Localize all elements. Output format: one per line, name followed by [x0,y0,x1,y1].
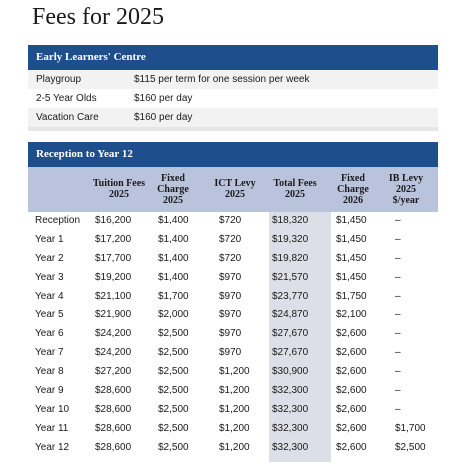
year-cell: Year 12 [35,441,70,453]
early-row-playgroup [28,70,438,89]
fixed-charge-2026-cell: $2,600 [336,328,367,340]
fixed-charge-2026-cell: $1,750 [336,290,367,302]
ib-levy-cell: – [395,347,401,359]
table-row [28,401,438,420]
column-header-fixed-charge-2025: Fixed Charge 2025 [157,173,189,206]
fixed-charge-2026-cell: $1,450 [336,215,367,226]
total-fees-cell: $32,300 [272,422,309,434]
ict-levy-cell: $1,200 [219,403,250,415]
table-divider [28,127,438,131]
early-learners-heading: Early Learners' Centre [28,45,438,70]
fixed-charge-2025-cell: $2,500 [158,422,189,434]
total-fees-cell: $32,300 [272,385,309,397]
ib-levy-cell: – [395,271,401,283]
table-row [28,344,438,363]
ict-levy-cell: $1,200 [219,385,250,397]
ict-levy-cell: $720 [219,252,242,264]
tuition-cell: $24,200 [95,347,132,359]
page-title: Fees for 2025 [32,4,164,30]
ib-levy-cell: – [395,366,401,378]
year-cell: Year 10 [35,403,70,415]
early-row-value: $160 per day [134,112,193,123]
ict-levy-cell: $970 [219,347,242,359]
ib-levy-cell: – [395,309,401,321]
table-row [28,250,438,269]
fixed-charge-2025-cell: $2,500 [158,385,189,397]
early-learners-table [28,70,438,127]
year-cell: Year 6 [35,328,64,340]
ict-levy-cell: $1,200 [219,366,250,378]
total-fees-cell: $27,670 [272,328,309,340]
ict-levy-cell: $720 [219,233,242,245]
year-cell: Year 2 [35,252,64,264]
ict-levy-cell: $1,200 [219,422,250,434]
table-row [28,363,438,382]
year-cell: Year 5 [35,309,64,321]
ict-levy-cell: $970 [219,290,242,302]
table-row [28,306,438,325]
early-row-label: Vacation Care [36,112,99,123]
ib-levy-cell: – [395,252,401,264]
table-row [28,288,438,307]
total-fees-cell: $24,870 [272,309,309,321]
early-row-label: 2-5 Year Olds [36,93,97,104]
reception-table-body [28,212,438,458]
column-header-ib-levy: IB Levy 2025 $/year [388,173,424,206]
ib-levy-cell: – [395,385,401,397]
tuition-cell: $28,600 [95,441,132,453]
fixed-charge-2025-cell: $1,400 [158,233,189,245]
tuition-cell: $24,200 [95,328,132,340]
tuition-cell: $21,100 [95,290,132,302]
ib-levy-cell: $2,500 [395,441,426,453]
table-row [28,269,438,288]
table-row [28,382,438,401]
fixed-charge-2026-cell: $2,600 [336,347,367,359]
fixed-charge-2026-cell: $2,600 [336,366,367,378]
fixed-charge-2025-cell: $1,400 [158,252,189,264]
total-fees-cell: $23,770 [272,290,309,302]
ict-levy-cell: $970 [219,328,242,340]
column-header-tuition: Tuition Fees 2025 [92,178,146,200]
column-header-fixed-charge-2026: Fixed Charge 2026 [337,173,369,206]
fixed-charge-2025-cell: $2,000 [158,309,189,321]
ict-levy-cell: $720 [219,215,242,226]
early-row-vacation-care [28,108,438,127]
year-cell: Year 11 [35,422,69,434]
year-cell: Year 9 [35,385,64,397]
fixed-charge-2025-cell: $2,500 [158,366,189,378]
year-cell: Year 8 [35,366,64,378]
column-header-total-fees: Total Fees 2025 [273,178,317,200]
fixed-charge-2025-cell: $2,500 [158,347,189,359]
fixed-charge-2026-cell: $1,450 [336,271,367,283]
year-cell: Year 4 [35,290,64,302]
tuition-cell: $17,700 [95,252,132,264]
table-row [28,420,438,439]
tuition-cell: $28,600 [95,403,132,415]
fixed-charge-2025-cell: $2,500 [158,441,189,453]
table-row [28,212,438,231]
total-fees-cell: $32,300 [272,441,309,453]
year-cell: Year 1 [35,233,64,245]
total-fees-cell: $19,820 [272,252,309,264]
year-cell: Year 3 [35,271,64,283]
fixed-charge-2026-cell: $2,600 [336,422,367,434]
total-fees-cell: $18,320 [272,215,309,226]
tuition-cell: $19,200 [95,271,132,283]
tuition-cell: $27,200 [95,366,132,378]
fixed-charge-2026-cell: $2,600 [336,441,367,453]
ib-levy-cell: – [395,403,401,415]
tuition-cell: $21,900 [95,309,132,321]
table-row [28,325,438,344]
reception-heading: Reception to Year 12 [28,142,438,167]
total-fees-cell: $27,670 [272,347,309,359]
ib-levy-cell: – [395,233,401,245]
early-row-2-5-year-olds [28,89,438,108]
fixed-charge-2026-cell: $1,450 [336,233,367,245]
column-header-band [28,167,438,212]
total-fees-cell: $21,570 [272,271,309,283]
early-row-value: $115 per term for one session per week [134,74,310,85]
early-row-value: $160 per day [134,93,193,104]
fixed-charge-2025-cell: $1,700 [158,290,189,302]
fixed-charge-2025-cell: $2,500 [158,328,189,340]
fixed-charge-2026-cell: $2,100 [336,309,367,321]
year-cell: Reception [35,215,81,226]
fixed-charge-2025-cell: $1,400 [158,215,189,226]
fixed-charge-2026-cell: $2,600 [336,385,367,397]
tuition-cell: $17,200 [95,233,132,245]
total-fees-cell: $30,900 [272,366,309,378]
ib-levy-cell: $1,700 [395,422,426,434]
fixed-charge-2026-cell: $1,450 [336,252,367,264]
fixed-charge-2025-cell: $2,500 [158,403,189,415]
fixed-charge-2025-cell: $1,400 [158,271,189,283]
ict-levy-cell: $1,200 [219,441,250,453]
tuition-cell: $16,200 [95,215,132,226]
year-cell: Year 7 [35,347,64,359]
ict-levy-cell: $970 [219,271,242,283]
early-row-label: Playgroup [36,74,82,85]
table-row [28,231,438,250]
column-header-ict-levy: ICT Levy 2025 [214,178,256,200]
tuition-cell: $28,600 [95,385,132,397]
ib-levy-cell: – [395,290,401,302]
total-fees-cell: $19,320 [272,233,309,245]
total-fees-cell: $32,300 [272,403,309,415]
table-row [28,439,438,458]
fixed-charge-2026-cell: $2,600 [336,403,367,415]
ict-levy-cell: $970 [219,309,242,321]
tuition-cell: $28,600 [95,422,132,434]
ib-levy-cell: – [395,328,401,340]
ib-levy-cell: – [395,215,401,226]
